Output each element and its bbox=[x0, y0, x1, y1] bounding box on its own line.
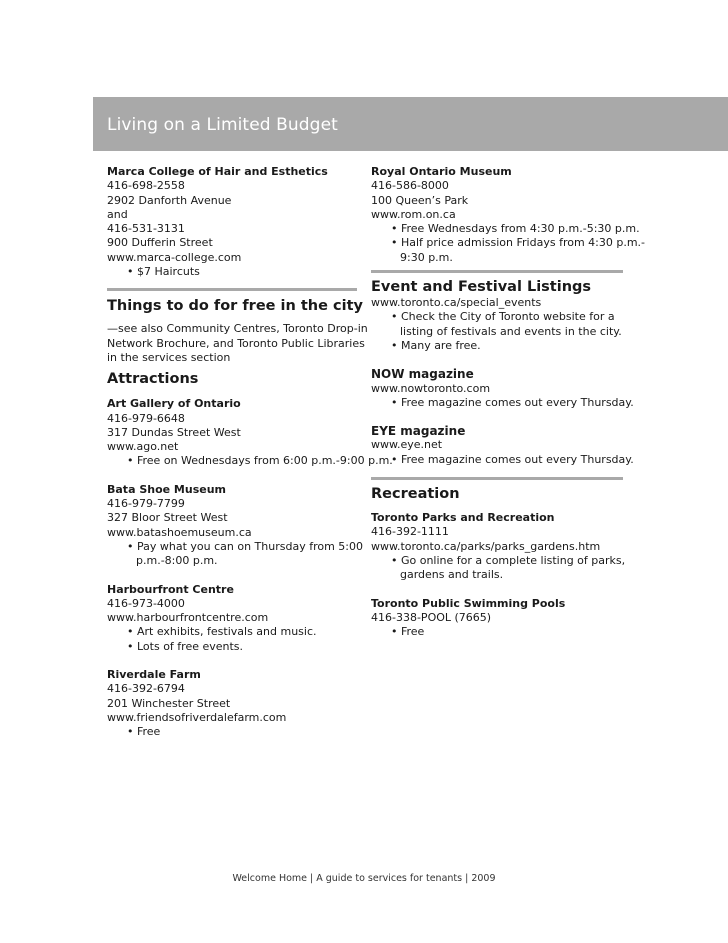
listing-phone: 416-586-8000 bbox=[371, 179, 449, 193]
listing-address: 327 Bloor Street West bbox=[107, 511, 228, 525]
listing-bullet: • Many are free. bbox=[391, 338, 481, 352]
listing-url[interactable]: www.marca-college.com bbox=[107, 250, 242, 264]
listing-phone: 416-392-6794 bbox=[107, 682, 185, 696]
listing-phone: 416-698-2558 bbox=[107, 179, 185, 193]
title-banner bbox=[93, 97, 728, 151]
listing-name: Toronto Public Swimming Pools bbox=[371, 596, 566, 610]
listing-phone: 416-973-4000 bbox=[107, 596, 185, 610]
listing-name: Harbourfront Centre bbox=[107, 582, 234, 596]
listing-phone: 416-338-POOL (7665) bbox=[371, 610, 492, 624]
listing-bullet: • Half price admission Fridays from 4:30 p.m.- bbox=[391, 236, 646, 250]
listing-address: 201 Winchester Street bbox=[107, 696, 231, 710]
listing-url[interactable]: www.ago.net bbox=[107, 440, 179, 454]
section-note: —see also Community Centres, Toronto Drop-in bbox=[107, 322, 368, 336]
decorative-bar bbox=[677, 199, 679, 241]
listing-text: and bbox=[107, 207, 128, 221]
listing-bullet: • Check the City of Toronto website for a bbox=[391, 310, 615, 324]
listing-bullet: • Free bbox=[127, 725, 161, 739]
listing-bullet-cont: p.m.-8:00 p.m. bbox=[136, 554, 218, 568]
section-note: in the services section bbox=[107, 350, 231, 364]
listing-url[interactable]: www.toronto.ca/special_events bbox=[371, 296, 542, 310]
listing-name: EYE magazine bbox=[371, 424, 466, 439]
listing-address: 2902 Danforth Avenue bbox=[107, 193, 232, 207]
section-heading: Things to do for free in the city bbox=[107, 298, 363, 315]
listing-address: 100 Queen’s Park bbox=[371, 193, 469, 207]
listing-url[interactable]: www.eye.net bbox=[371, 438, 443, 452]
listing-bullet: • $7 Haircuts bbox=[127, 265, 200, 279]
listing-bullet-cont: 9:30 p.m. bbox=[400, 250, 453, 264]
listing-name: Bata Shoe Museum bbox=[107, 482, 226, 496]
listing-name: Art Gallery of Ontario bbox=[107, 397, 241, 411]
listing-phone: 416-531-3131 bbox=[107, 222, 185, 236]
listing-name: Riverdale Farm bbox=[107, 668, 201, 682]
section-heading: Attractions bbox=[107, 371, 199, 388]
listing-phone: 416-392-1111 bbox=[371, 525, 449, 539]
listing-bullet-cont: gardens and trails. bbox=[400, 568, 504, 582]
listing-url[interactable]: www.harbourfrontcentre.com bbox=[107, 611, 269, 625]
listing-bullet: • Pay what you can on Thursday from 5:00 bbox=[127, 539, 363, 553]
listing-bullet: • Free bbox=[391, 625, 425, 639]
listing-phone: 416-979-6648 bbox=[107, 411, 185, 425]
right-column bbox=[371, 165, 646, 639]
page-footer: Welcome Home | A guide to services for tenants | 2009 bbox=[232, 873, 496, 884]
listing-url[interactable]: www.friendsofriverdalefarm.com bbox=[107, 710, 287, 724]
listing-name: Royal Ontario Museum bbox=[371, 165, 512, 178]
listing-bullet: • Go online for a complete listing of parks, bbox=[391, 553, 626, 567]
listing-bullet: • Free magazine comes out every Thursday. bbox=[391, 452, 634, 466]
left-column bbox=[107, 165, 393, 740]
listing-name: Toronto Parks and Recreation bbox=[371, 511, 555, 525]
listing-url[interactable]: www.nowtoronto.com bbox=[371, 381, 491, 395]
listing-url[interactable]: www.rom.on.ca bbox=[371, 207, 456, 221]
listing-bullet: • Lots of free events. bbox=[127, 639, 244, 653]
listing-name: Marca College of Hair and Esthetics bbox=[107, 165, 328, 178]
listing-address: 900 Dufferin Street bbox=[107, 236, 213, 250]
listing-bullet: • Free Wednesdays from 4:30 p.m.-5:30 p.m. bbox=[391, 222, 640, 236]
listing-bullet: • Free magazine comes out every Thursday. bbox=[391, 395, 634, 409]
listing-url[interactable]: www.toronto.ca/parks/parks_gardens.htm bbox=[371, 539, 601, 553]
listing-bullet: • Free on Wednesdays from 6:00 p.m.-9:00 p.m. bbox=[127, 454, 393, 468]
listing-bullet-cont: listing of festivals and events in the city. bbox=[400, 324, 622, 338]
listing-phone: 416-979-7799 bbox=[107, 497, 185, 511]
section-heading: Event and Festival Listings bbox=[371, 279, 592, 296]
listing-address: 317 Dundas Street West bbox=[107, 425, 241, 439]
listing-bullet: • Art exhibits, festivals and music. bbox=[127, 625, 317, 639]
listing-name: NOW magazine bbox=[371, 367, 474, 382]
page-title: Living on a Limited Budget bbox=[107, 115, 338, 135]
section-heading: Recreation bbox=[371, 486, 460, 503]
section-note: Network Brochure, and Toronto Public Libraries bbox=[107, 336, 365, 350]
decorative-bar bbox=[700, 199, 702, 241]
listing-url[interactable]: www.batashoemuseum.ca bbox=[107, 525, 252, 539]
